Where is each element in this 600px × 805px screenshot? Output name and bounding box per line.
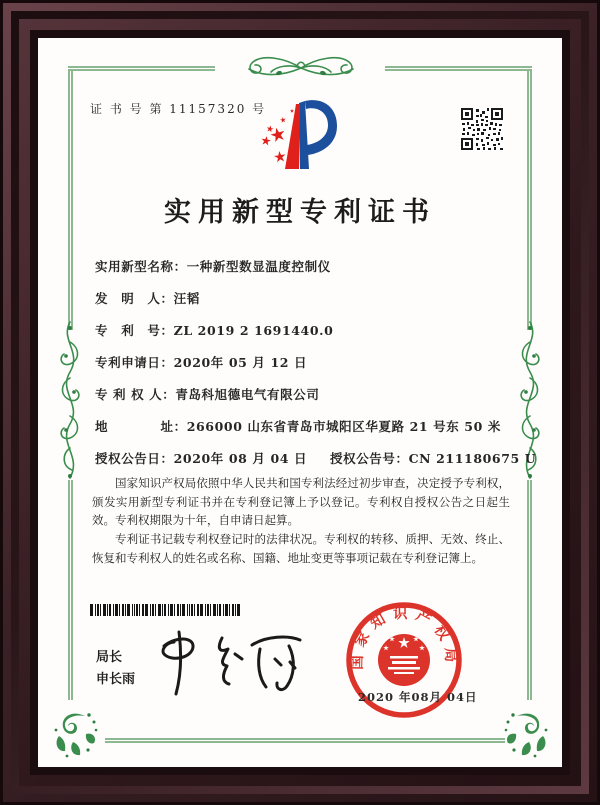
certificate-number: 证 书 号 第 11157320 号 [90,102,267,116]
left-scroll-ornament [52,320,88,484]
field-row-application-date [95,353,307,371]
legal-paragraph-1: 国家知识产权局依照中华人民共和国专利法经过初步审查，决定授予专利权，颁发实用新型专利证书并在专利登记簿上予以登记。专利权自授权公告之日起生效。专利权期限为十年，自申请日起算。 [92,476,510,528]
field-value: 青岛科旭德电气有限公司 [175,387,320,402]
top-swirl-ornament [237,46,365,88]
legal-paragraph-2: 专利证书记载专利权登记时的法律状况。专利权的转移、质押、无效、终止、恢复和专利权人的姓名或名称、国籍、地址变更等事项记载在专利登记簿上。 [92,531,510,565]
field-value: 266000 山东省青岛市城阳区华夏路 21 号东 50 米 [186,419,501,434]
field-value: 一种新型数显温度控制仪 [186,259,331,274]
seal-date: 2020 年08月 04日 [358,690,478,704]
border-left-lower-segment [68,480,70,700]
field-value: 汪韬 [173,291,200,306]
field-row-patentee [95,385,319,403]
field-label: 专 利 权 人： [95,387,176,402]
bottom-right-floral-ornament [503,708,549,758]
field-label: 发 明 人： [95,291,174,306]
legal-text [92,474,510,567]
border-top-left-segment [68,66,215,68]
field-row-address [95,417,501,435]
director-title: 局长 [96,649,123,664]
barcode [90,604,240,616]
grant-date-label: 授权公告日： [95,451,174,466]
grant-number-value: CN 211180675 U [408,451,537,466]
border-top-right-segment [385,66,532,68]
field-label: 专利申请日： [95,355,174,370]
seal-text: 国家知识产权局 [348,605,460,671]
bottom-left-floral-ornament [53,708,99,758]
field-row-inventor [95,289,200,307]
field-value: 2020年 05 月 12 日 [173,355,308,370]
grant-number-label: 授权公告号： [330,451,409,466]
field-row-name [95,257,331,275]
grant-date-value: 2020年 08 月 04 日 [173,451,308,466]
border-right-lower-segment [527,480,529,700]
certificate-title: 实用新型专利证书 [164,197,436,228]
field-value: ZL 2019 2 1691440.0 [173,323,334,338]
field-label: 地 址： [95,419,187,434]
director-name: 申长雨 [96,671,136,686]
field-label: 专 利 号： [95,323,174,338]
field-label: 实用新型名称： [95,259,187,274]
field-row-grant [95,449,537,467]
field-row-patent-number [95,321,333,339]
certificate-paper [38,38,562,767]
cnipa-logo [252,88,348,184]
qr-code [460,107,504,151]
director-block [96,646,135,690]
director-signature [138,624,318,702]
border-bottom-segment [105,738,505,740]
